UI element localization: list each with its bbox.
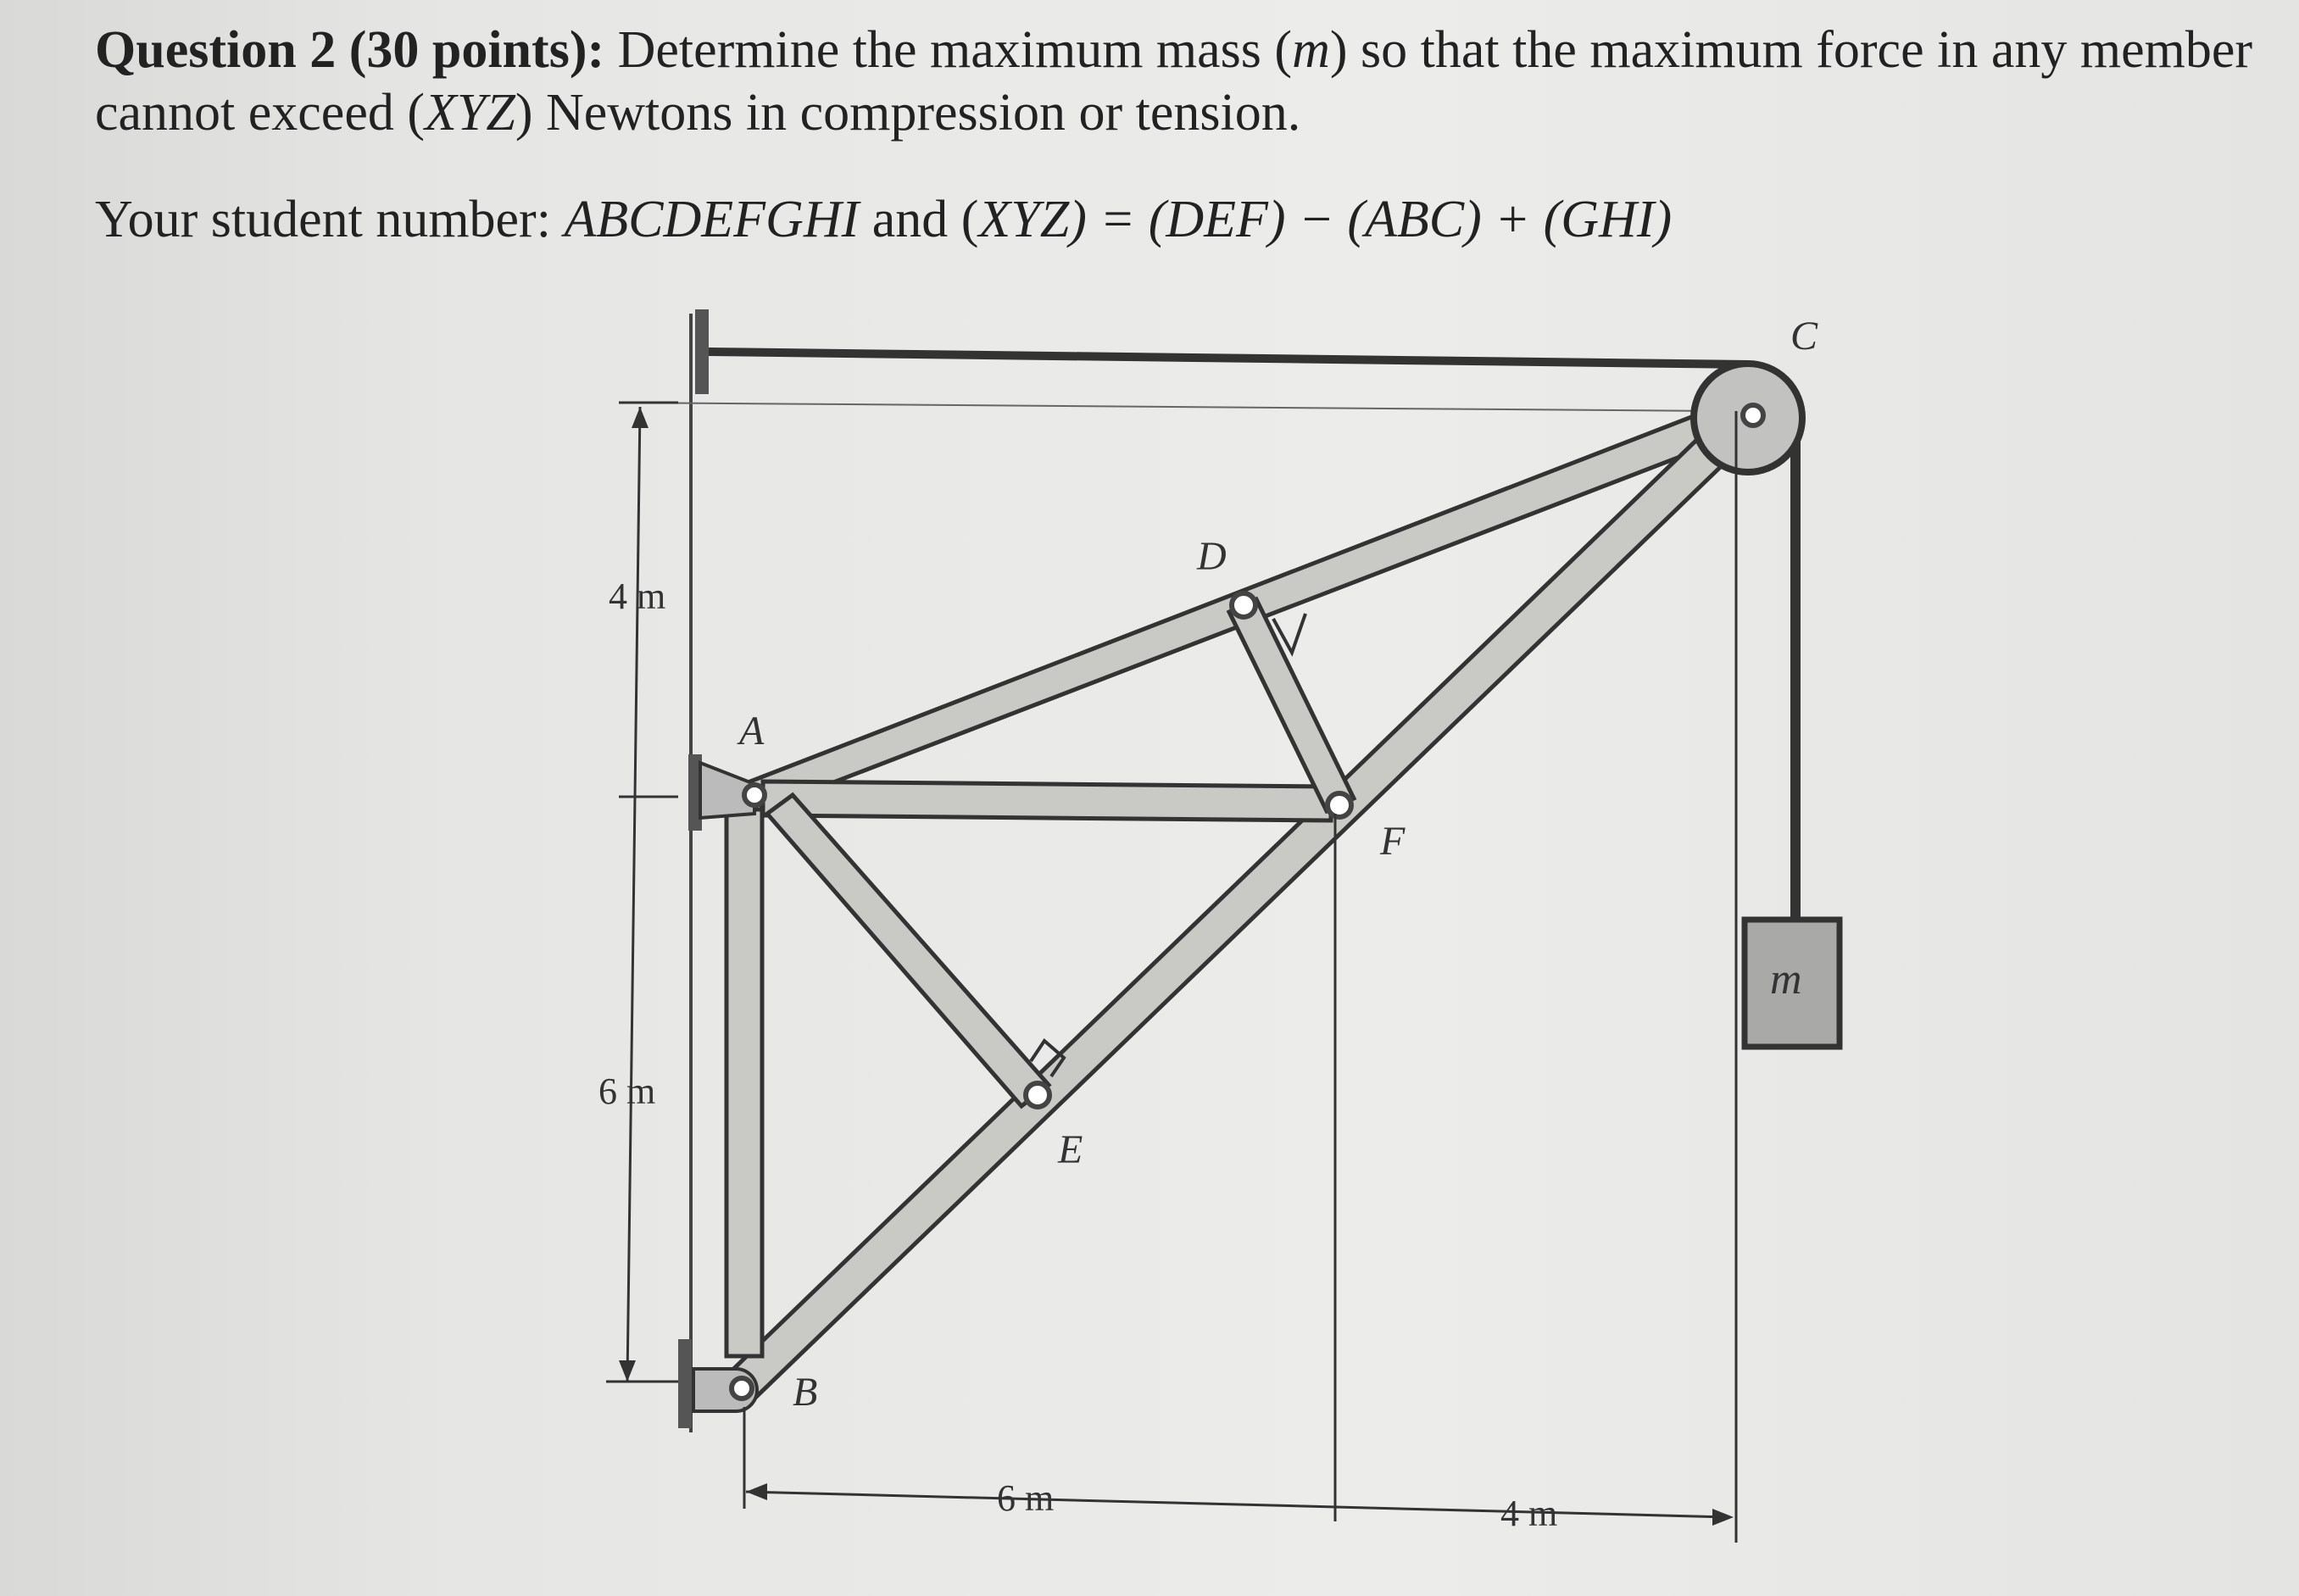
label-e: E [1058, 1127, 1083, 1172]
student-number: ABCDEFGHI [564, 191, 860, 248]
pin-b [732, 1378, 752, 1399]
student-label: Your student number: [95, 191, 565, 248]
label-b: B [793, 1370, 818, 1415]
label-d: D [1197, 534, 1227, 579]
member-ab [726, 809, 762, 1356]
arrow-bottom [619, 1360, 636, 1382]
member-df [1229, 599, 1354, 811]
pin-d [1232, 593, 1255, 617]
dim-label-6m-vertical: 6 m [598, 1070, 656, 1112]
label-a: A [739, 709, 765, 754]
guide-line [623, 403, 1721, 411]
cable-top [709, 352, 1748, 364]
question-body-c: ) Newtons in compression or tension. [515, 84, 1301, 142]
wall-clamp-top [695, 309, 709, 394]
pin-f [1328, 793, 1351, 817]
label-c: C [1790, 314, 1818, 359]
mass-variable: m [1292, 21, 1330, 79]
pin-a [744, 785, 765, 805]
force-variable: XYZ [424, 84, 515, 142]
arrow-left [746, 1483, 767, 1500]
members [725, 398, 1758, 1400]
dim-label-6m-horizontal: 6 m [997, 1477, 1055, 1519]
arrow-top [632, 407, 649, 428]
wall-clamp-b [678, 1339, 692, 1428]
dim-horizontal-line [746, 1492, 1729, 1517]
question-body-b: ) so that the maximum force in any member cannot exceed ( [95, 21, 2252, 142]
pin-e [1026, 1083, 1049, 1107]
student-and: and ( [859, 191, 979, 248]
question-heading: Question 2 (30 points): [95, 21, 605, 79]
member-af [763, 781, 1331, 820]
dim-label-4m-horizontal: 4 m [1500, 1493, 1558, 1534]
dim-label-4m-vertical: 4 m [609, 576, 666, 617]
mass-label: m [1770, 955, 1802, 1004]
dim-vertical-line [627, 407, 640, 1382]
student-formula: XYZ) = (DEF) − (ABC) + (GHI) [978, 191, 1673, 248]
pin-c [1743, 405, 1763, 425]
arrow-right [1712, 1509, 1734, 1526]
label-f: F [1380, 819, 1406, 864]
question-body-a: Determine the maximum mass ( [604, 21, 1293, 79]
member-ae [767, 795, 1049, 1106]
